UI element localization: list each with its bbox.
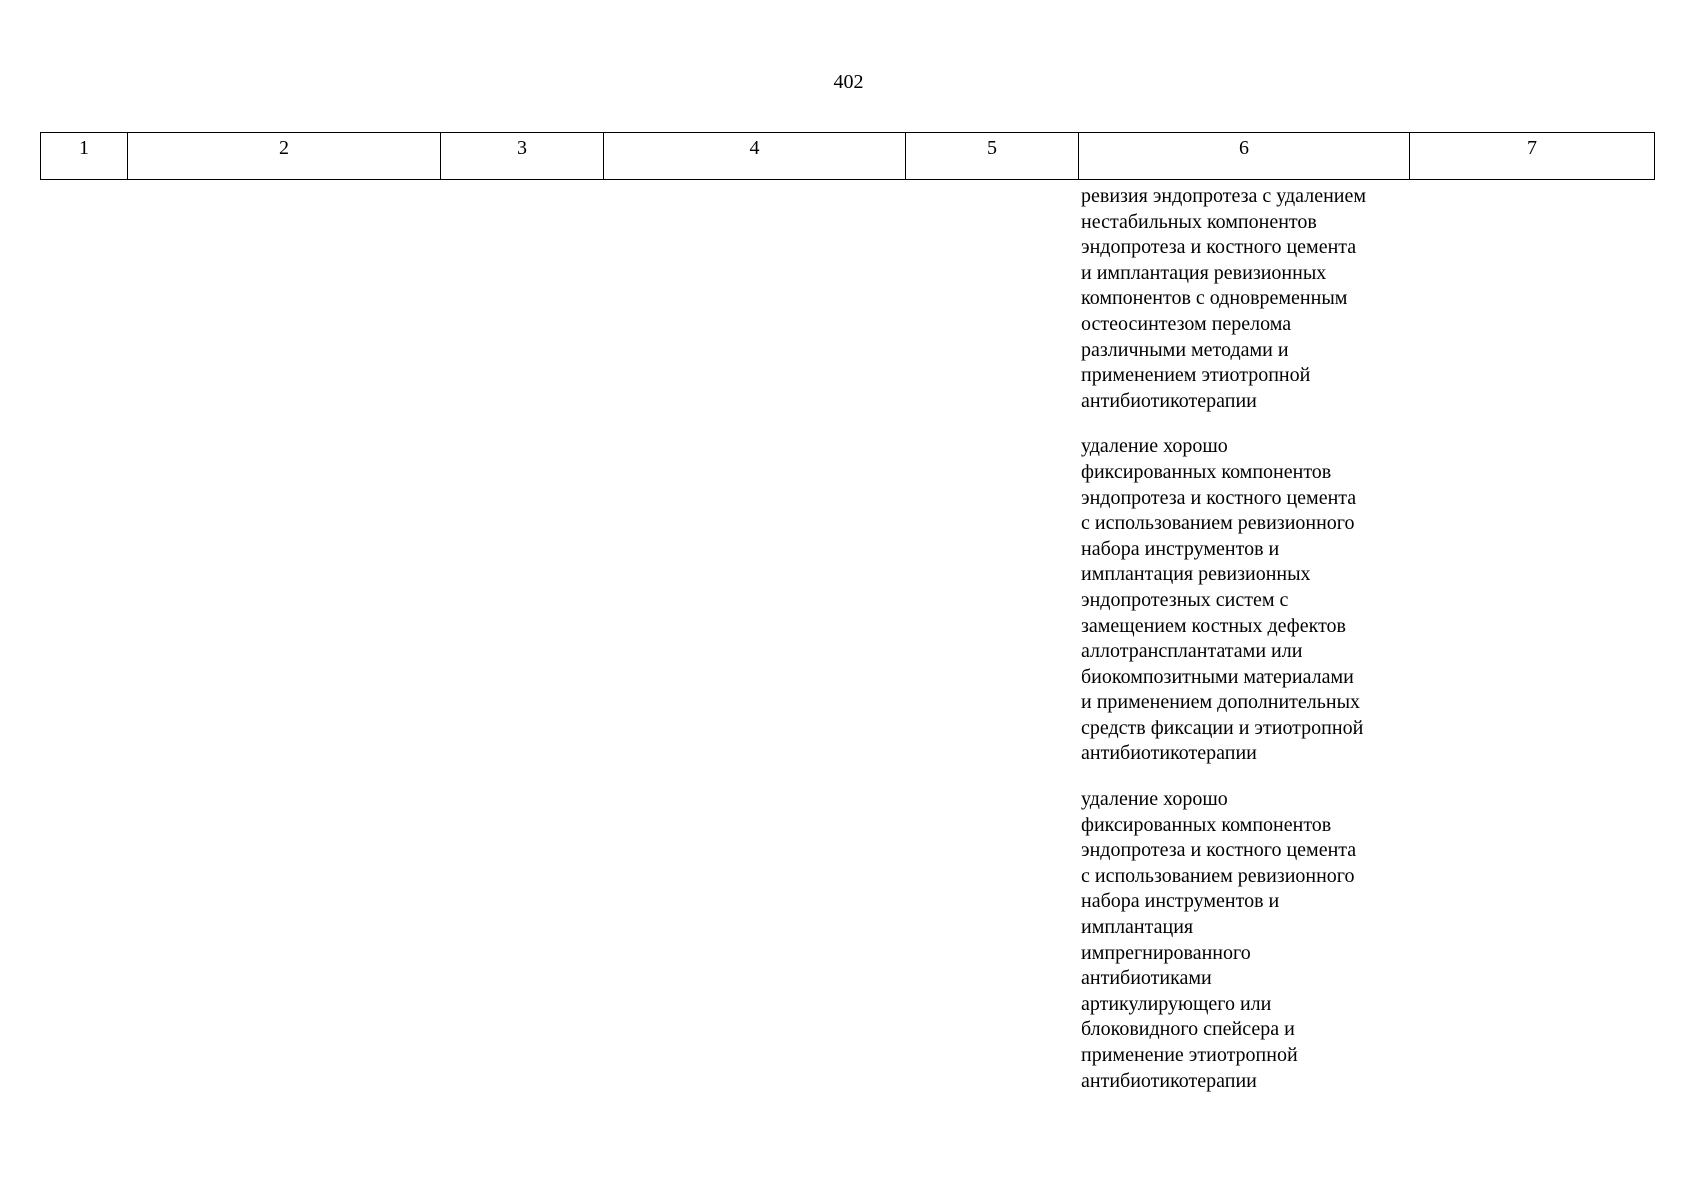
treatment-method-1: ревизия эндопротеза с удалением нестабильных компонентов эндопротеза и костного цемента и имплантация ревизионных компонентов с одновременным остеосинтезом перелома различными методами и применением этиотропной антибиотикотерапии — [1081, 185, 1367, 412]
column-number-6: 6 — [1079, 133, 1410, 180]
column-number-3: 3 — [441, 133, 604, 180]
column-number-7: 7 — [1410, 133, 1655, 180]
column-number-header-table — [40, 132, 1655, 180]
treatment-method-2: удаление хорошо фиксированных компонентов эндопротеза и костного цемента с использованием ревизионного набора инструментов и имплантация ревизионных эндопротезных систем с замещением костных дефектов аллотрансплантатами или биокомпозитными материалами и применением дополнительных средств фиксации и этиотропной антибиотикотерапии — [1081, 435, 1364, 765]
treatment-methods-column-6 — [1081, 184, 1411, 1114]
column-number-row — [41, 133, 1655, 180]
column-number-4: 4 — [604, 133, 906, 180]
treatment-method-3: удаление хорошо фиксированных компонентов эндопротеза и костного цемента с использованием ревизионного набора инструментов и имплантация импрегнированного антибиотиками артикулирующего или блоковидного спейсера и применение этиотропной антибиотикотерапии — [1081, 788, 1357, 1092]
page-number: 402 — [833, 71, 864, 93]
column-number-5: 5 — [906, 133, 1079, 180]
column-number-1: 1 — [41, 133, 128, 180]
column-number-2: 2 — [128, 133, 441, 180]
